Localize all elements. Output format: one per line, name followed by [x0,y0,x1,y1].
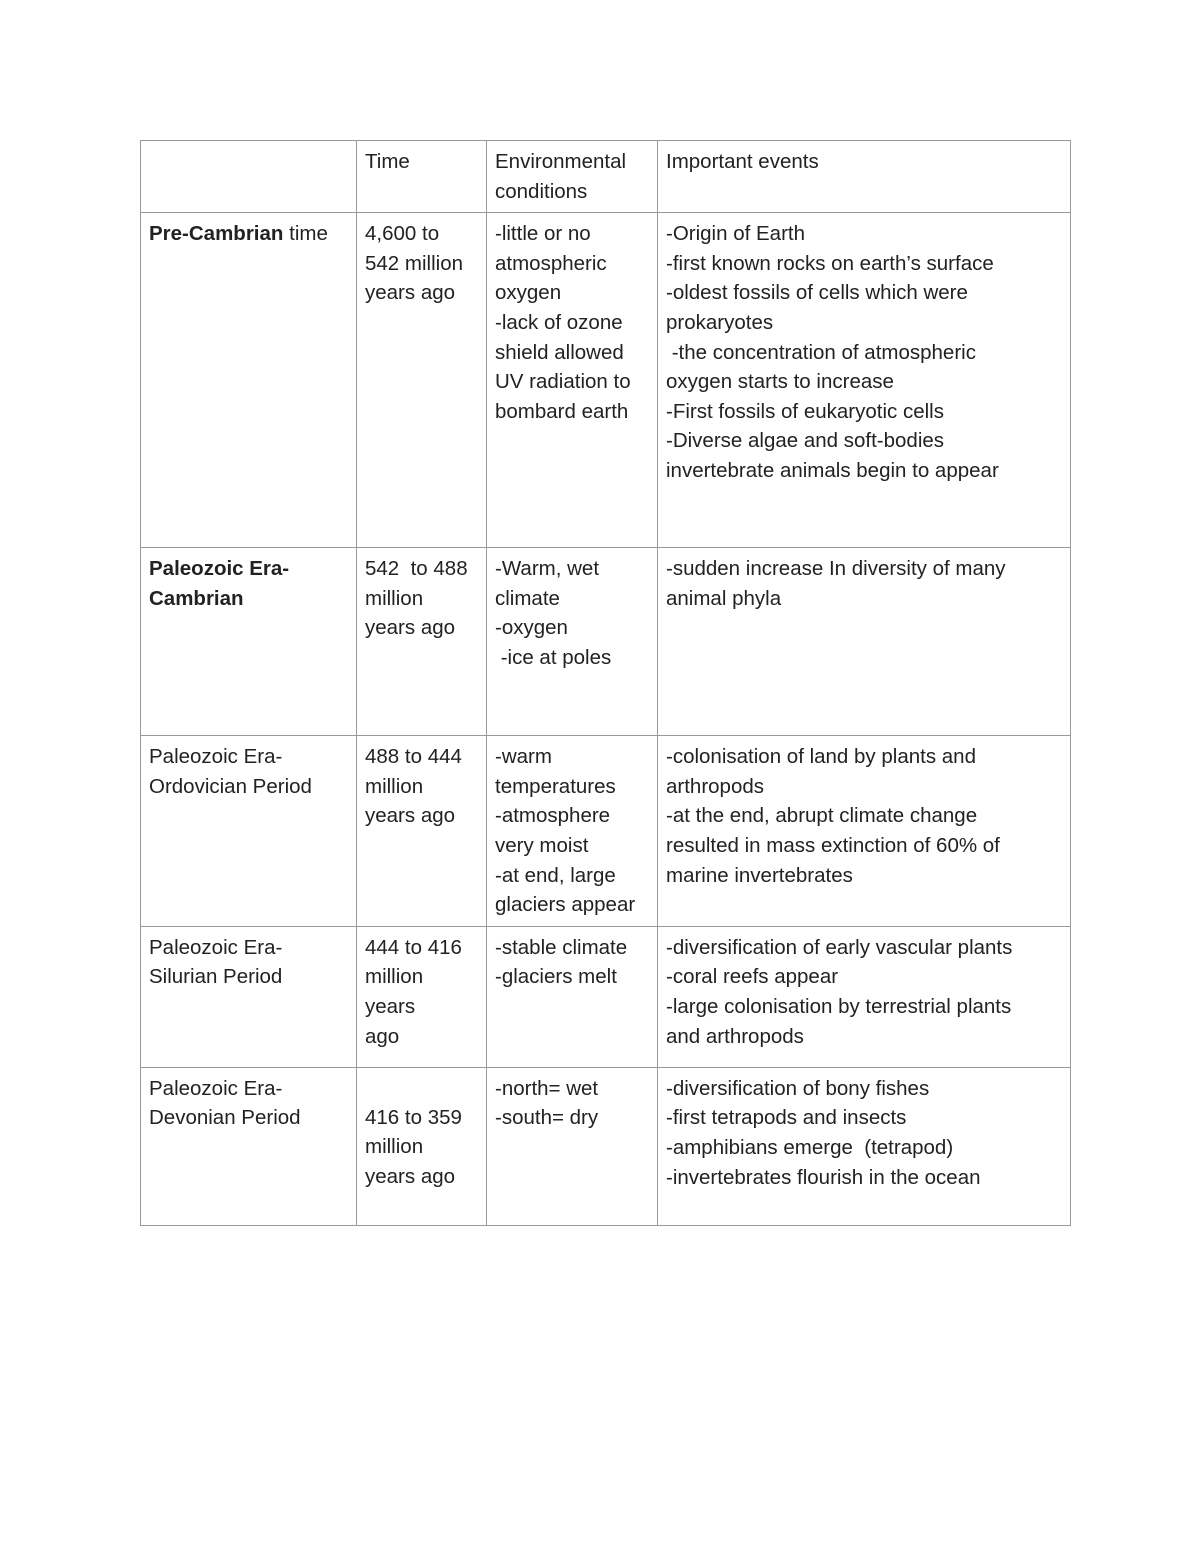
geologic-time-table [140,140,1071,1226]
table-row [141,213,1071,548]
events-cell: -sudden increase In diversity of many animal phyla [658,548,1071,736]
table-row [141,548,1071,736]
environment-cell: -warm temperatures -atmosphere very moist -at end, large glaciers appear [487,736,658,927]
time-cell: 488 to 444 million years ago [357,736,487,927]
environment-cell: -stable climate -glaciers melt [487,926,658,1067]
header-era-cell [141,141,357,213]
table-header-row [141,141,1071,213]
events-cell: -diversification of early vascular plants -coral reefs appear -large colonisation by terrestrial plants and arthropods [658,926,1071,1067]
environment-cell: -little or no atmospheric oxygen -lack of ozone shield allowed UV radiation to bombard earth [487,213,658,548]
time-cell: 4,600 to 542 million years ago [357,213,487,548]
table-row [141,926,1071,1067]
table-row [141,736,1071,927]
time-cell: 542 to 488 million years ago [357,548,487,736]
table-row [141,1067,1071,1225]
events-cell: -diversification of bony fishes -first tetrapods and insects -amphibians emerge (tetrapod) -invertebrates flourish in the ocean [658,1067,1071,1225]
header-events-cell: Important events [658,141,1071,213]
events-cell: -Origin of Earth -first known rocks on earth’s surface -oldest fossils of cells which were prokaryotes -the concentration of atmospheric oxygen starts to increase -First fossils of eukaryotic cells -Diverse algae and soft-bodies invertebrate animals begin to appear [658,213,1071,548]
era-cell: Paleozoic Era- Devonian Period [141,1067,357,1225]
header-time-cell: Time [357,141,487,213]
era-cell: Paleozoic Era- Silurian Period [141,926,357,1067]
environment-cell: -Warm, wet climate -oxygen -ice at poles [487,548,658,736]
events-cell: -colonisation of land by plants and arthropods -at the end, abrupt climate change resulted in mass extinction of 60% of marine invertebrates [658,736,1071,927]
document-page [140,140,1071,1226]
era-cell: Paleozoic Era- Cambrian [141,548,357,736]
cell-spacer [365,1074,478,1103]
era-cell: Pre-Cambrian time [141,213,357,548]
era-cell: Paleozoic Era- Ordovician Period [141,736,357,927]
header-environment-cell: Environmental conditions [487,141,658,213]
time-cell: 416 to 359 million years ago [357,1067,487,1225]
time-cell: 444 to 416 million years ago [357,926,487,1067]
environment-cell: -north= wet -south= dry [487,1067,658,1225]
